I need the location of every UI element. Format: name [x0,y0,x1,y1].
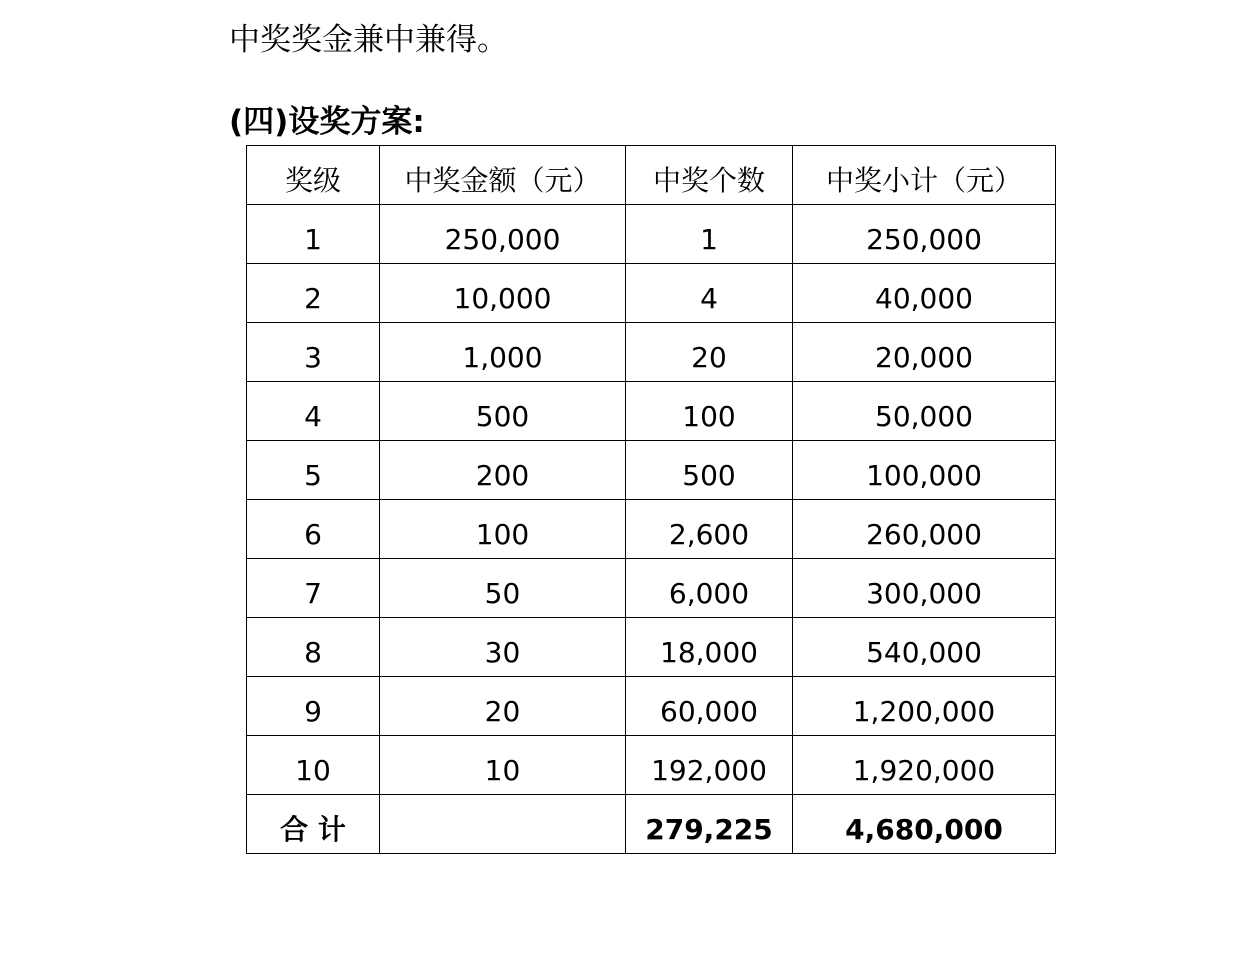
total-row [247,795,1056,854]
cell-subtotal: 1,920,000 [793,736,1056,795]
table-row [247,559,1056,618]
cell-count: 4 [626,264,793,323]
cell-count: 500 [626,441,793,500]
table-row [247,323,1056,382]
section-heading: (四)设奖方案: [229,104,425,140]
cell-subtotal: 1,200,000 [793,677,1056,736]
cell-amount: 100 [380,500,626,559]
table-row [247,500,1056,559]
cell-amount: 10 [380,736,626,795]
cell-level: 8 [247,618,380,677]
table-row [247,205,1056,264]
cell-subtotal: 40,000 [793,264,1056,323]
table-row [247,264,1056,323]
cell-level: 6 [247,500,380,559]
cell-count: 20 [626,323,793,382]
cell-count: 1 [626,205,793,264]
prize-table [246,145,1056,854]
total-count: 279,225 [626,795,793,854]
cell-level: 10 [247,736,380,795]
cell-subtotal: 260,000 [793,500,1056,559]
cell-subtotal: 300,000 [793,559,1056,618]
intro-paragraph: 中奖奖金兼中兼得。 [229,22,508,58]
table-header-row [247,146,1056,205]
cell-subtotal: 100,000 [793,441,1056,500]
cell-subtotal: 50,000 [793,382,1056,441]
cell-amount: 500 [380,382,626,441]
table-row [247,677,1056,736]
cell-subtotal: 20,000 [793,323,1056,382]
cell-count: 60,000 [626,677,793,736]
total-label: 合 计 [247,795,380,854]
header-prize-level: 奖级 [247,146,380,205]
cell-level: 4 [247,382,380,441]
table-row [247,736,1056,795]
cell-count: 18,000 [626,618,793,677]
cell-amount: 30 [380,618,626,677]
header-prize-count: 中奖个数 [626,146,793,205]
header-prize-amount: 中奖金额（元） [380,146,626,205]
cell-subtotal: 540,000 [793,618,1056,677]
cell-amount: 50 [380,559,626,618]
table-row [247,441,1056,500]
cell-amount: 200 [380,441,626,500]
table-row [247,382,1056,441]
cell-level: 2 [247,264,380,323]
total-amount [380,795,626,854]
cell-level: 7 [247,559,380,618]
cell-count: 6,000 [626,559,793,618]
cell-amount: 250,000 [380,205,626,264]
cell-amount: 10,000 [380,264,626,323]
cell-count: 2,600 [626,500,793,559]
cell-count: 192,000 [626,736,793,795]
cell-amount: 20 [380,677,626,736]
cell-amount: 1,000 [380,323,626,382]
cell-subtotal: 250,000 [793,205,1056,264]
cell-level: 9 [247,677,380,736]
table-row [247,618,1056,677]
header-prize-subtotal: 中奖小计（元） [793,146,1056,205]
cell-level: 3 [247,323,380,382]
cell-count: 100 [626,382,793,441]
total-subtotal: 4,680,000 [793,795,1056,854]
cell-level: 1 [247,205,380,264]
cell-level: 5 [247,441,380,500]
